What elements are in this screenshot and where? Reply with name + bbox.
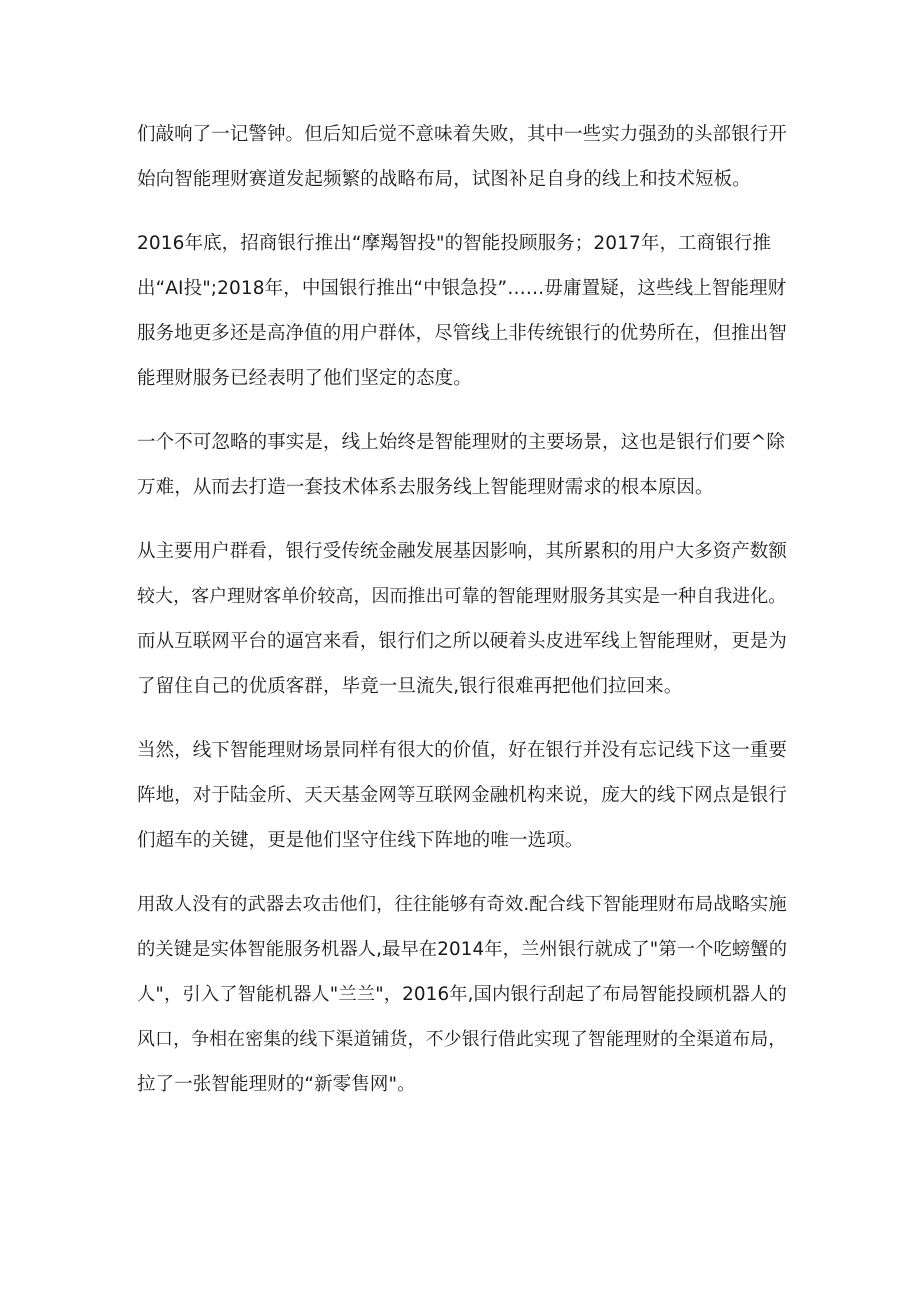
paragraph-1 — [137, 112, 787, 202]
text-line: 出“AI投";2018年，中国银行推出“中银急投”……毋庸置疑，这些线上智能理财 — [137, 278, 787, 299]
paragraph-5 — [137, 728, 787, 863]
text-line: 较大，客户理财客单价较高，因而推出可靠的智能理财服务其实是一种自我进化。 — [137, 586, 787, 607]
text-line: 万难，从而去打造一套技术体系去服务线上智能理财需求的根本原因。 — [137, 477, 714, 498]
text-line: 风口，争相在密集的线下渠道铺货，不少银行借此实现了智能理财的全渠道布局， — [137, 1029, 787, 1050]
text-line: 拉了一张智能理财的“新零售网"。 — [137, 1074, 416, 1095]
paragraph-3 — [137, 420, 787, 510]
text-line: 人"，引入了智能机器人"兰兰"，2016年,国内银行刮起了布局智能投顾机器人的 — [137, 984, 787, 1005]
text-line: 始向智能理财赛道发起频繁的战略布局，试图补足自身的线上和技术短板。 — [137, 169, 751, 190]
paragraph-6 — [137, 882, 787, 1107]
text-line: 的关键是实体智能服务机器人,最早在2014年，兰州银行就成了"第一个吃螃蟹的 — [137, 939, 788, 960]
paragraph-4 — [137, 529, 787, 709]
text-line: 阵地，对于陆金所、天天基金网等互联网金融机构来说，庞大的线下网点是银行 — [137, 785, 787, 806]
text-line: 从主要用户群看，银行受传统金融发展基因影响，其所累积的用户大多资产数额 — [137, 541, 787, 562]
text-line: 了留住自己的优质客群，毕竟一旦流失,银行很难再把他们拉回来。 — [137, 676, 683, 697]
text-line: 们超车的关键，更是他们坚守住线下阵地的唯一选项。 — [137, 830, 584, 851]
document-body — [137, 112, 787, 1126]
text-line: 用敌人没有的武器去攻击他们，往往能够有奇效.配合线下智能理财布局战略实施 — [137, 894, 787, 915]
paragraph-2 — [137, 221, 787, 401]
text-line: 而从互联网平台的逼宫来看，银行们之所以硬着头皮进军线上智能理财，更是为 — [137, 631, 787, 652]
text-line: 服务地更多还是高净值的用户群体，尽管线上非传统银行的优势所在，但推出智 — [137, 323, 787, 344]
text-line: 能理财服务已经表明了他们坚定的态度。 — [137, 368, 472, 389]
text-line: 一个不可忽略的事实是，线上始终是智能理财的主要场景，这也是银行们要^除 — [137, 432, 786, 453]
text-line: 2016年底，招商银行推出“摩羯智投"的智能投顾服务；2017年，工商银行推 — [137, 233, 772, 254]
text-line: 当然，线下智能理财场景同样有很大的价值，好在银行并没有忘记线下这一重要 — [137, 740, 787, 761]
text-line: 们敲响了一记警钟。但后知后觉不意味着失败，其中一些实力强劲的头部银行开 — [137, 124, 787, 145]
